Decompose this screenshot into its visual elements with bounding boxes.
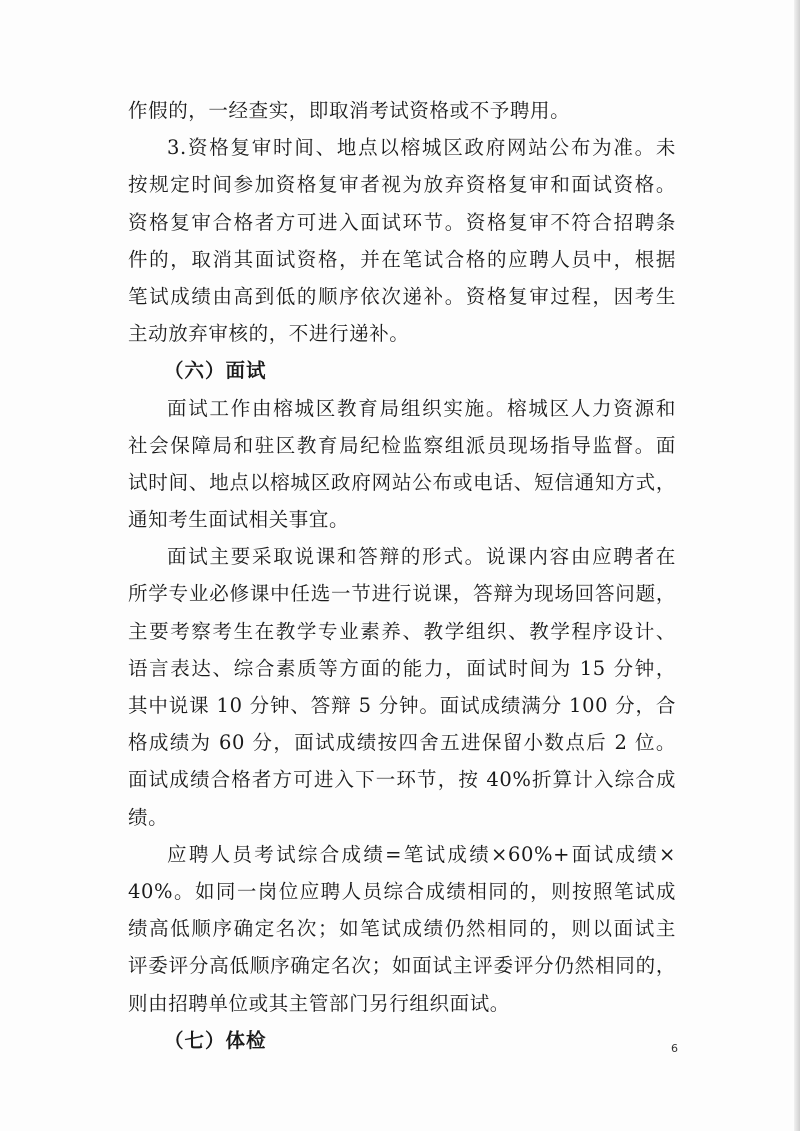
text-line: 则由招聘单位或其主管部门另行组织面试。: [128, 991, 510, 1015]
text-line: 3.资格复审时间、地点以榕城区政府网站公布为准。未: [167, 136, 676, 160]
text-line: 其中说课 10 分钟、答辩 5 分钟。面试成绩满分 100 分，合: [128, 694, 676, 717]
page-number: 6: [671, 1042, 678, 1055]
text-line: 绩。: [128, 805, 169, 829]
text-line: 试时间、地点以榕城区政府网站公布或电话、短信通知方式，: [128, 470, 676, 494]
text-line: 所学专业必修课中任选一节进行说课，答辩为现场回答问题，: [128, 582, 676, 606]
text-line: 面试主要采取说课和答辩的形式。说课内容由应聘者在: [167, 545, 676, 569]
text-line: 按规定时间参加资格复审者视为放弃资格复审和面试资格。: [128, 173, 676, 197]
text-line: 社会保障局和驻区教育局纪检监察组派员现场指导监督。面: [128, 433, 676, 457]
text-line: 面试工作由榕城区教育局组织实施。榕城区人力资源和: [167, 396, 676, 420]
text-line: 通知考生面试相关事宜。: [128, 508, 350, 532]
text-line: 件的，取消其面试资格，并在笔试合格的应聘人员中，根据: [128, 247, 676, 271]
text-line: 笔试成绩由高到低的顺序依次递补。资格复审过程，因考生: [128, 284, 676, 308]
section-heading: （六）面试: [164, 359, 267, 383]
scan-edge: [794, 0, 800, 1131]
text-line: 资格复审合格者方可进入面试环节。资格复审不符合招聘条: [128, 210, 676, 234]
body-text: [128, 92, 676, 1059]
text-line: 面试成绩合格者方可进入下一环节，按 40%折算计入综合成: [128, 768, 676, 792]
text-line: 绩高低顺序确定名次；如笔试成绩仍然相同的，则以面试主: [128, 917, 676, 941]
text-line: 应聘人员考试综合成绩=笔试成绩×60%+面试成绩×: [167, 842, 676, 866]
text-line: 作假的，一经查实，即取消考试资格或不予聘用。: [128, 99, 571, 122]
section-heading: （七）体检: [164, 1028, 267, 1052]
text-line: 语言表达、综合素质等方面的能力，面试时间为 15 分钟，: [128, 656, 676, 680]
text-line: 格成绩为 60 分，面试成绩按四舍五进保留小数点后 2 位。: [128, 731, 676, 755]
text-line: 主动放弃审核的，不进行递补。: [128, 322, 410, 346]
text-line: 评委评分高低顺序确定名次；如面试主评委评分仍然相同的，: [128, 954, 676, 978]
text-line: 40%。如同一岗位应聘人员综合成绩相同的，则按照笔试成: [128, 879, 676, 903]
text-line: 主要考察考生在教学专业素养、教学组织、教学程序设计、: [128, 619, 676, 643]
